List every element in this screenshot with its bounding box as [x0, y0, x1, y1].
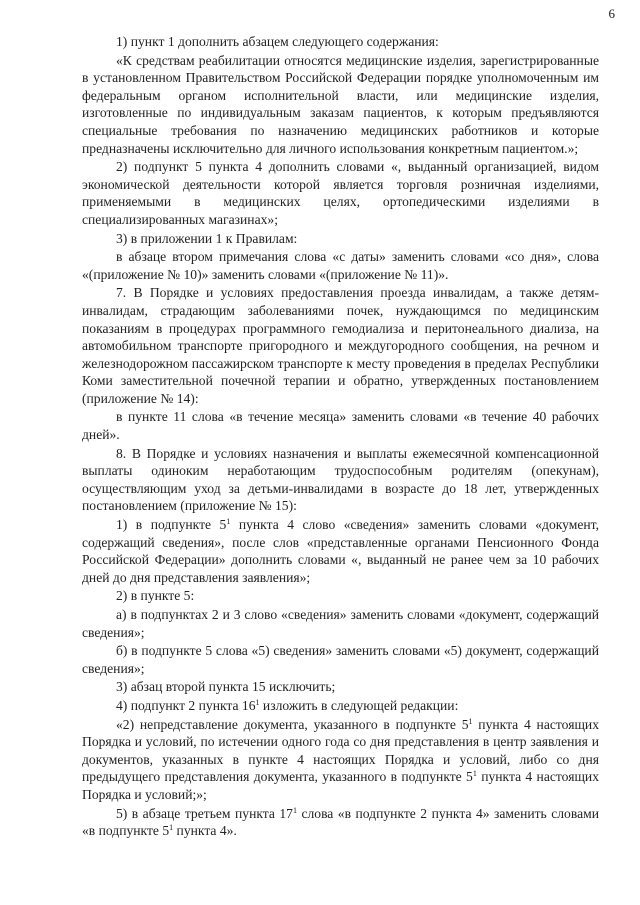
- paragraph: [82, 284, 599, 407]
- paragraph-text: 5) в абзаце третьем пункта 17: [116, 805, 293, 821]
- paragraph-text: а) в подпунктах 2 и 3 слово «сведения» заменить словами «документ, содержащий сведения»;: [82, 607, 599, 640]
- paragraph-text: пункта 4 настоящих Порядка и условий;»;: [82, 769, 599, 802]
- paragraph-text: пункта 4».: [173, 823, 237, 839]
- paragraph: [82, 230, 599, 248]
- paragraph-text: 1) в подпункте 5: [116, 517, 227, 533]
- paragraph-text: 3) абзац второй пункта 15 исключить;: [116, 679, 336, 695]
- paragraph: [82, 606, 599, 641]
- paragraph-text: в пункте 11 слова «в течение месяца» заменить словами «в течение 40 рабочих дней».: [82, 409, 599, 443]
- paragraph-text: «К средствам реабилитации относятся медицинские изделия, зарегистрированные в установленном Правительством Российской Федерации порядке уполномоченным им федеральным органом исполнительной власти, или медицинские изделия, изготовленные по индивидуальным заказам пациентов, к которым предъявляются специальные требования по назначению медицинских работников и которые предназначены исключительно для личного использования конкретным пациентом.»;: [82, 52, 599, 156]
- document-body: [82, 33, 599, 840]
- paragraph: [82, 716, 599, 804]
- paragraph: [82, 408, 599, 443]
- paragraph-text: изложить в следующей редакции:: [259, 697, 459, 713]
- paragraph-text: б) в подпункте 5 слова «5) сведения» заменить словами «5) документ, содержащий сведения»;: [82, 643, 599, 676]
- superscript: 1: [169, 823, 174, 833]
- paragraph-text: 1) пункт 1 дополнить абзацем следующего содержания:: [116, 34, 439, 49]
- paragraph: [82, 642, 599, 677]
- paragraph: [82, 33, 599, 51]
- paragraph: [82, 445, 599, 515]
- superscript: 1: [226, 517, 231, 527]
- paragraph: [82, 805, 599, 840]
- paragraph-text: пункта 4 настоящих Порядка и условий, по истечении одного года со дня представления в центр заявления и документов, указанных в пункте 4 настоящих Порядка и условий, либо со дня предыдущего представления документа, указанного в подпункте 5: [82, 716, 599, 785]
- superscript: 1: [255, 697, 260, 707]
- paragraph: [82, 678, 599, 696]
- paragraph-text: слова «в подпункте 2 пункта 4» заменить словами «в подпункте 5: [82, 805, 599, 839]
- paragraph: [82, 158, 599, 228]
- paragraph-text: 7. В Порядке и условиях предоставления проезда инвалидам, а также детям-инвалидам, страдающим заболеваниями почек, нуждающимся по медицинским показаниям в процедурах программного гемодиализа и перитонеального диализа, на автомобильном транспорте пригородного и междугородного сообщения, на речном и железнодорожном пассажирском транспорте к месту проведения в пределах Республики Коми заместительной почечной терапии и обратно, утвержденных постановлением (приложение № 14):: [82, 285, 599, 406]
- paragraph-text: 4) подпункт 2 пункта 16: [116, 697, 256, 713]
- page-number: 6: [608, 6, 615, 21]
- paragraph: [82, 697, 599, 715]
- paragraph: [82, 52, 599, 158]
- paragraph-text: пункта 4 слово «сведения» заменить словами «документ, содержащий сведения», после слов «представленные органами Пенсионного Фонда Российской Федерации» дополнить словами «, выданный не ранее чем за 10 рабочих дней до дня представления заявления»;: [82, 517, 600, 585]
- paragraph-text: 8. В Порядке и условиях назначения и выплаты ежемесячной компенсационной выплаты одиноким неработающим трудоспособным родителям (опекунам), осуществляющим уход за детьми-инвалидами в возрасте до 18 лет, утвержденных постановлением (приложение № 15):: [82, 445, 599, 514]
- superscript: 1: [292, 805, 297, 815]
- superscript: 1: [468, 716, 473, 726]
- paragraph-text: 2) в пункте 5:: [116, 588, 195, 604]
- paragraph-text: «2) непредставление документа, указанного в подпункте 5: [116, 716, 469, 732]
- paragraph: [82, 248, 599, 283]
- paragraph-text: 3) в приложении 1 к Правилам:: [116, 230, 298, 246]
- paragraph-text: 2) подпункт 5 пункта 4 дополнить словами «, выданный организацией, видом экономической деятельности которой является торговля розничная изделиями, применяемыми в медицинских целях, ортопедическими изделиями в специализированных магазинах»;: [82, 159, 599, 227]
- paragraph: [82, 587, 599, 605]
- paragraph: [82, 516, 599, 586]
- superscript: 1: [472, 769, 477, 779]
- paragraph-text: в абзаце втором примечания слова «с даты» заменить словами «со дня», слова «(приложение № 10)» заменить словами «(приложение № 11)».: [82, 249, 599, 282]
